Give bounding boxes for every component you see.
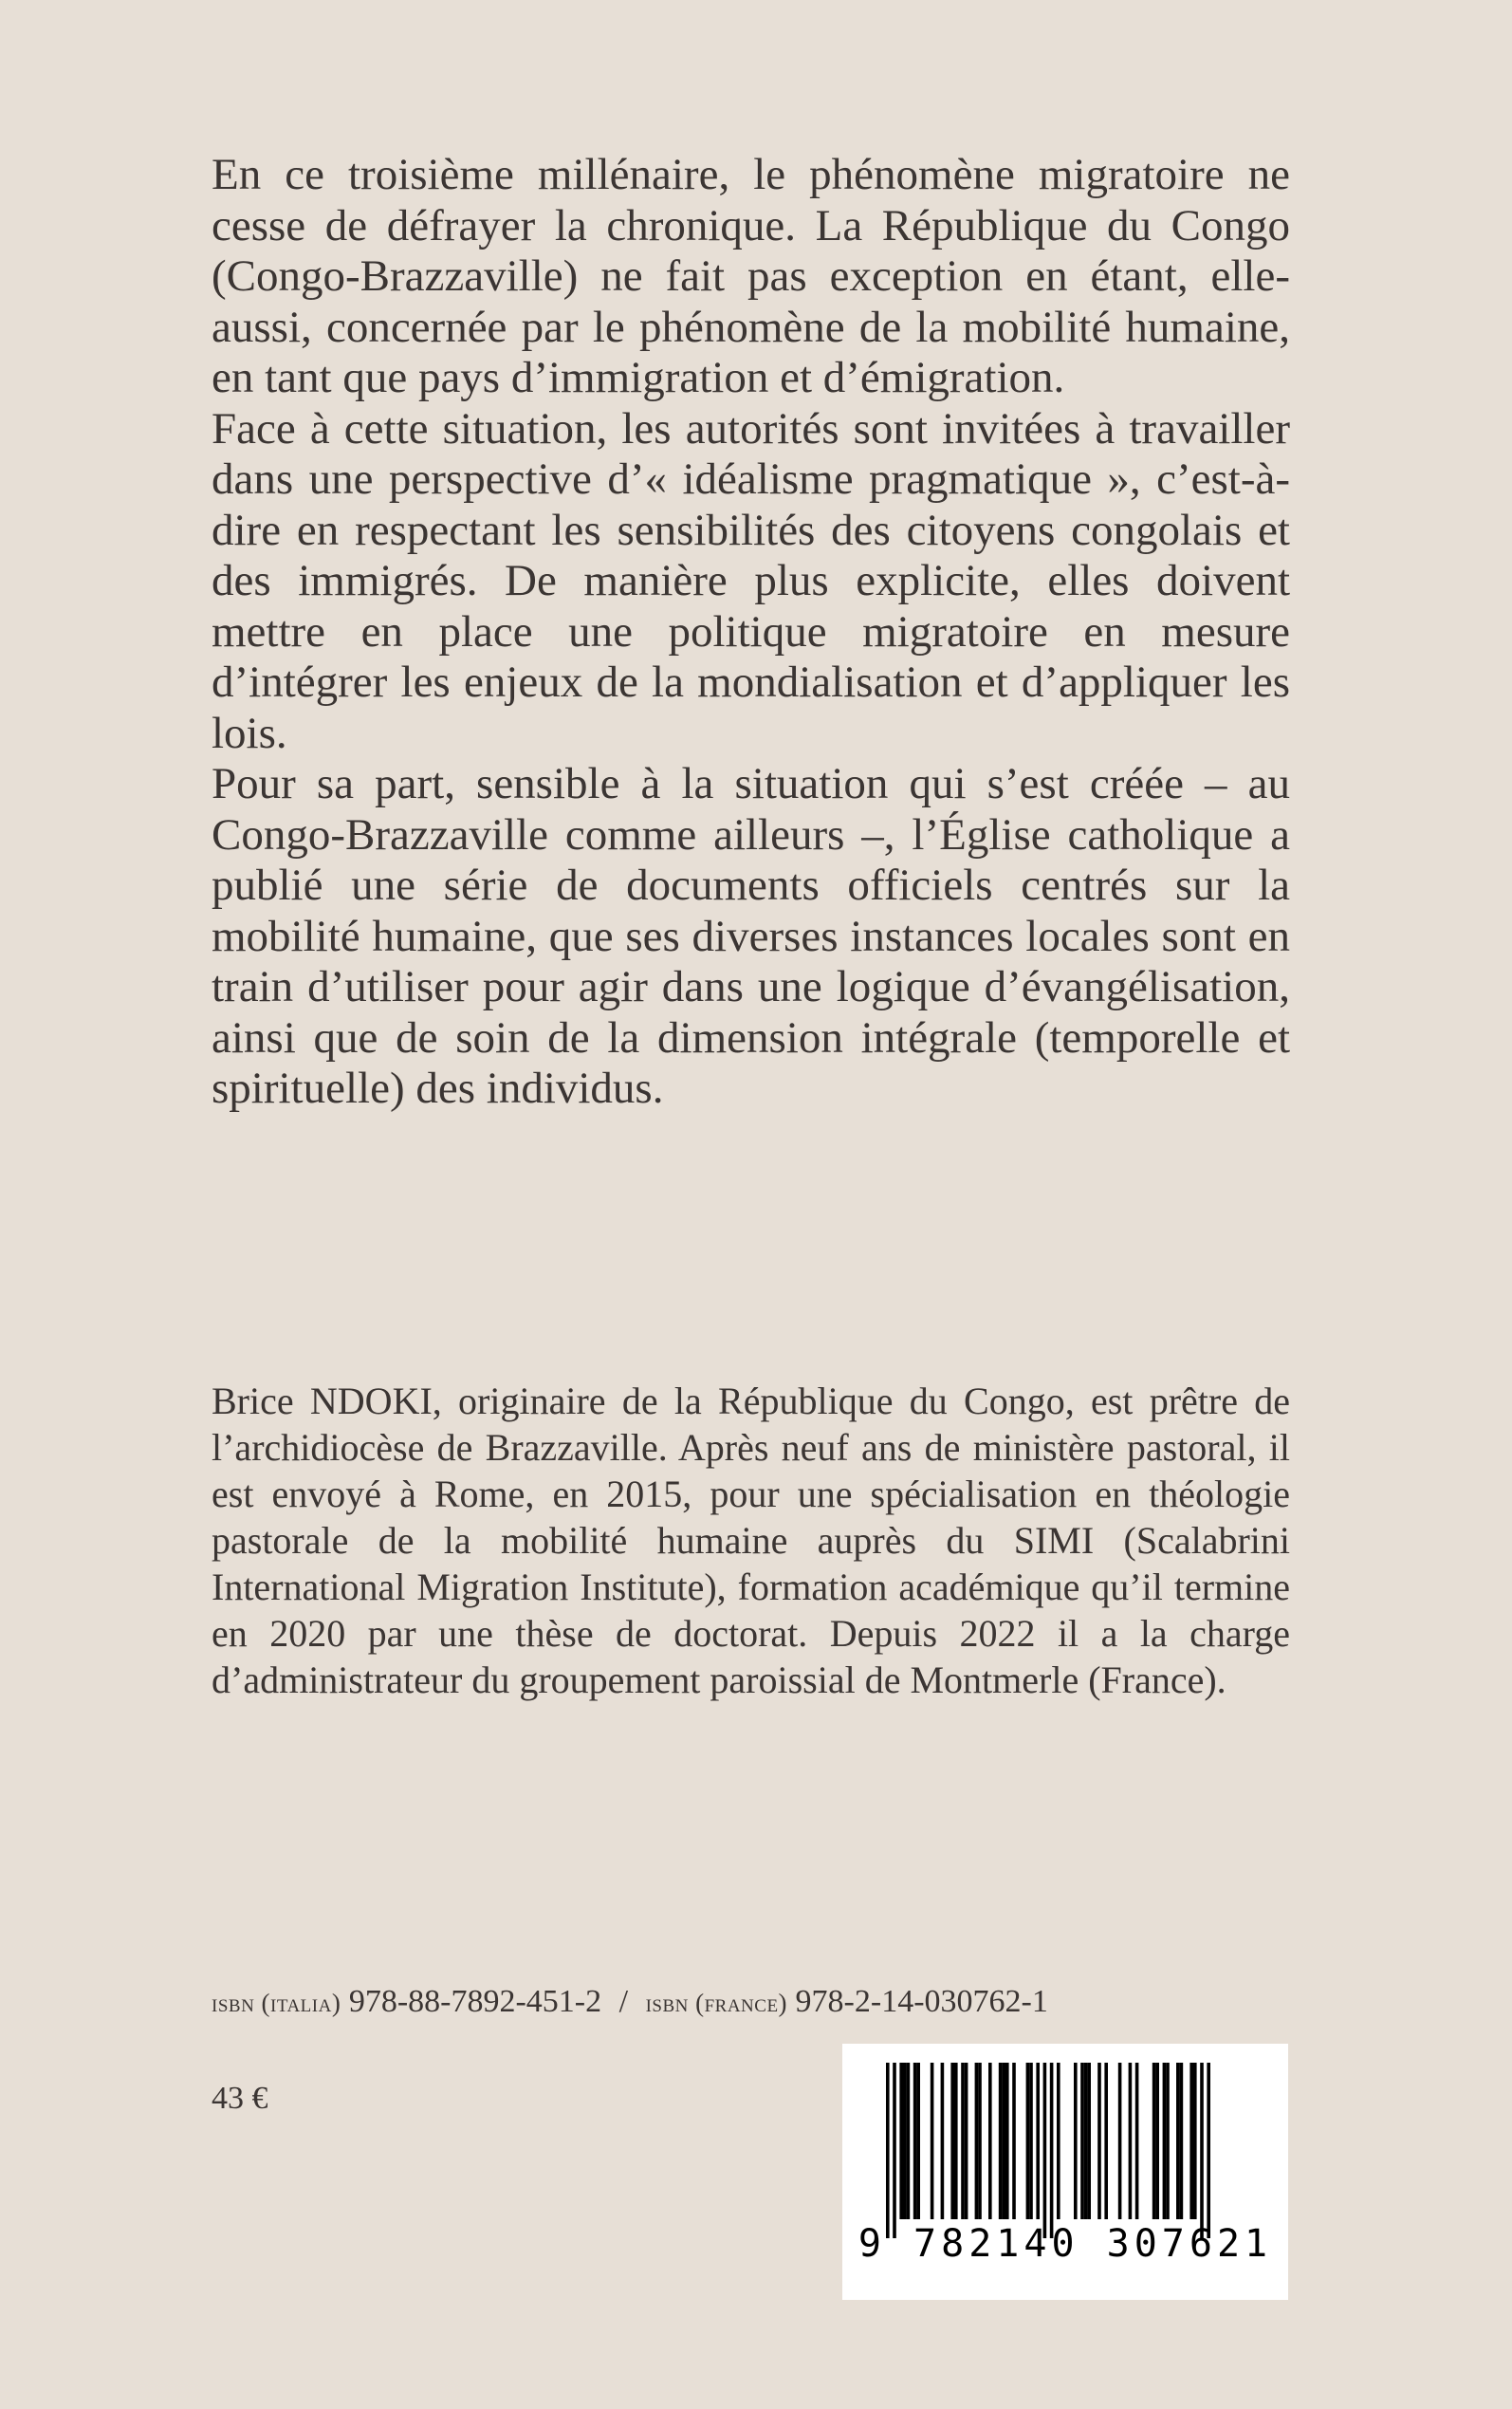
author-bio-text: Brice NDOKI, originaire de la République du Congo, est prêtre de l’archidiocèse de Brazzaville. Après neuf ans de ministère pastoral, il est envoyé à Rome, en 2015, pour une spécialisation en théologie pastorale de la mobilité humaine auprès du SIMI (Scalabrini International Migration Institute), formation académique qu’il termine en 2020 par une thèse de doctorat. Depuis 2022 il a la charge d’administrateur du groupement paroissial de Montmerle (France). xyxy=(212,1380,1290,1701)
barcode-bar xyxy=(1084,2063,1088,2219)
book-summary xyxy=(212,150,1290,1115)
barcode-bar xyxy=(1163,2063,1167,2219)
barcode-bar xyxy=(961,2063,965,2219)
barcode-bar xyxy=(1026,2063,1030,2219)
barcode-bar xyxy=(907,2063,911,2219)
barcode-bar xyxy=(1200,2063,1204,2238)
barcode-digits: 9 782140 307621 xyxy=(857,2222,1273,2266)
barcode-bar xyxy=(1029,2063,1033,2219)
barcode-bar xyxy=(1043,2063,1047,2238)
author-bio xyxy=(212,1378,1290,1703)
summary-paragraph: En ce troisième millénaire, le phénomène migratoire ne cesse de défrayer la chronique. La République du Congo (Congo-Brazzaville) ne fait pas exception en étant, elle-aussi, concernée par le phénomène de la mobilité humaine, en tant que pays d’immigration et d’émigration. xyxy=(212,150,1290,402)
barcode-bar xyxy=(1166,2063,1170,2219)
barcode-bar xyxy=(999,2063,1003,2219)
barcode-bar xyxy=(1104,2063,1108,2219)
barcode-bar xyxy=(1074,2063,1078,2219)
barcode-bar xyxy=(1155,2063,1159,2219)
barcode-bar xyxy=(1118,2063,1122,2219)
isbn-france-label: isbn (france) xyxy=(645,1989,788,2017)
barcode-bar xyxy=(1097,2063,1101,2219)
barcode-bar xyxy=(975,2063,979,2219)
barcode-bar xyxy=(1005,2063,1009,2219)
summary-paragraph: Face à cette situation, les autorités sont invitées à travailler dans une perspective d’« idéalisme pragmatique », c’est-à-dire en respectant les sensibilités des citoyens congolais et des immigrés. De manière plus explicite, elles doivent mettre en place une politique migratoire en mesure d’intégrer les enjeux de la mondialisation et d’appliquer les lois. xyxy=(212,403,1290,758)
summary-paragraph: Pour sa part, sensible à la situation qui s’est créée – au Congo-Brazzaville comme ailleurs –, l’Église catholique a publié une série de documents officiels centrés sur la mobilité humaine, que ses diverses instances locales sont en train d’utiliser pour agir dans une logique d’évangélisation, ainsi que de soin de la dimension intégrale (temporelle et spirituelle) des individus. xyxy=(212,759,1290,1113)
barcode-bar xyxy=(1193,2063,1197,2219)
barcode-bar xyxy=(1129,2063,1133,2219)
barcode-bar xyxy=(950,2063,954,2219)
barcode-bar xyxy=(954,2063,958,2219)
barcode-bar xyxy=(1135,2063,1139,2219)
barcode-bar xyxy=(886,2063,890,2238)
barcode xyxy=(842,2044,1288,2300)
barcode-bar xyxy=(941,2063,945,2219)
barcode-bar xyxy=(1012,2063,1016,2219)
barcode-bar xyxy=(988,2063,992,2219)
barcode-bar xyxy=(1152,2063,1156,2219)
price: 43 € xyxy=(212,2081,268,2116)
barcode-bar xyxy=(913,2063,917,2219)
barcode-bar xyxy=(1180,2063,1184,2219)
isbn-france-value: 978-2-14-030762-1 xyxy=(795,1984,1048,2019)
barcode-bar xyxy=(978,2063,982,2219)
barcode-bar xyxy=(1207,2063,1210,2238)
barcode-bar xyxy=(931,2063,934,2219)
isbn-line xyxy=(212,1981,1290,2024)
barcode-bar xyxy=(965,2063,968,2219)
barcode-bar xyxy=(1176,2063,1180,2219)
isbn-italia-label: isbn (italia) xyxy=(212,1989,341,2017)
barcode-bar xyxy=(1057,2063,1060,2219)
barcode-bar xyxy=(1002,2063,1005,2219)
barcode-bar xyxy=(1189,2063,1193,2219)
barcode-bar xyxy=(1036,2063,1040,2219)
isbn-italia-value: 978-88-7892-451-2 xyxy=(348,1984,602,2019)
isbn-separator: / xyxy=(618,1984,629,2019)
barcode-bar xyxy=(1087,2063,1091,2219)
barcode-bar xyxy=(893,2063,896,2238)
barcode-bar xyxy=(899,2063,903,2219)
barcode-bar xyxy=(903,2063,907,2219)
barcode-bar xyxy=(1050,2063,1054,2238)
barcode-bar xyxy=(1080,2063,1084,2219)
barcode-bar xyxy=(916,2063,920,2219)
